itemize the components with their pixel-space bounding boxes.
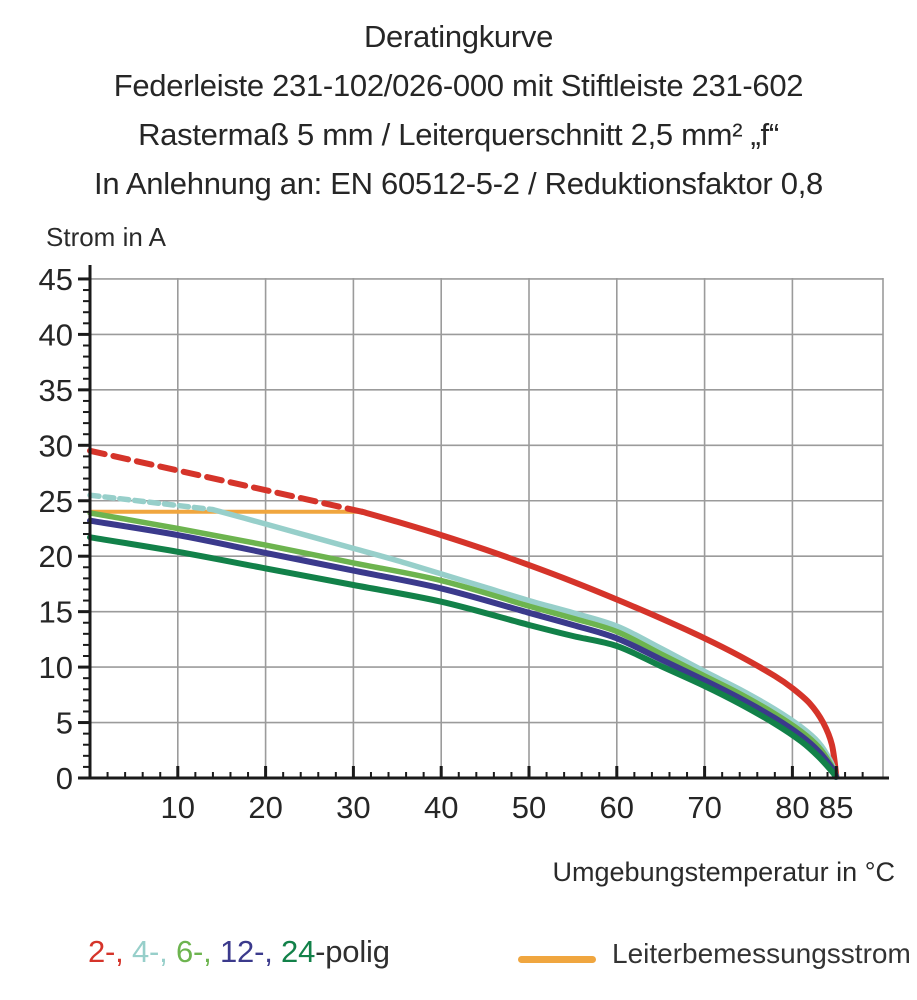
y-axis-title: Strom in A <box>46 222 166 252</box>
x-tick-label-40: 40 <box>423 790 459 825</box>
curve-2-polig-dashed <box>90 451 362 512</box>
legend-item-2-polig: 2-, <box>88 934 124 969</box>
chart-title: Deratingkurve <box>363 19 554 54</box>
rated-current-legend-label: Leiterbemessungsstrom <box>612 938 911 969</box>
x-tick-label-80: 80 <box>775 790 810 825</box>
curve-24-polig-solid <box>90 537 835 777</box>
y-tick-label-25: 25 <box>38 483 73 519</box>
legend-suffix-polig: -polig <box>315 934 390 969</box>
y-tick-label-10: 10 <box>38 650 73 686</box>
chart-subtitle-1: Federleiste 231-102/026-000 mit Stiftleiste 231-602 <box>113 68 804 103</box>
legend-item-12-polig: 12-, <box>211 934 273 969</box>
x-axis-title: Umgebungstemperatur in °C <box>552 857 895 887</box>
y-tick-label-40: 40 <box>38 317 73 353</box>
curve-4-polig-dashed <box>90 495 213 509</box>
legend-row <box>0 930 917 990</box>
x-tick-label-10: 10 <box>160 790 196 825</box>
y-tick-label-45: 45 <box>38 261 73 297</box>
x-tick-label-85: 85 <box>819 790 854 825</box>
x-tick-label-70: 70 <box>687 790 722 825</box>
y-tick-label-35: 35 <box>38 372 73 408</box>
y-tick-label-15: 15 <box>38 594 73 630</box>
y-tick-label-5: 5 <box>55 705 73 741</box>
legend-item-24-polig: 24 <box>272 934 316 969</box>
poles-legend <box>88 934 390 970</box>
rated-current-line-swatch <box>518 956 596 963</box>
y-tick-label-30: 30 <box>38 428 73 464</box>
chart-subtitle-2: Rastermaß 5 mm / Leiterquerschnitt 2,5 mm² „f“ <box>138 117 779 152</box>
legend-item-4-polig: 4-, <box>123 934 168 969</box>
x-tick-label-20: 20 <box>248 790 283 825</box>
y-tick-label-20: 20 <box>38 539 73 575</box>
chart-subtitle-3: In Anlehnung an: EN 60512-5-2 / Reduktionsfaktor 0,8 <box>94 166 823 201</box>
x-tick-label-60: 60 <box>599 790 635 825</box>
x-tick-label-30: 30 <box>336 790 371 825</box>
y-tick-label-0: 0 <box>55 761 73 796</box>
x-tick-label-50: 50 <box>511 790 547 825</box>
curve-4-polig-solid <box>213 510 836 776</box>
legend-item-6-polig: 6-, <box>167 934 212 969</box>
